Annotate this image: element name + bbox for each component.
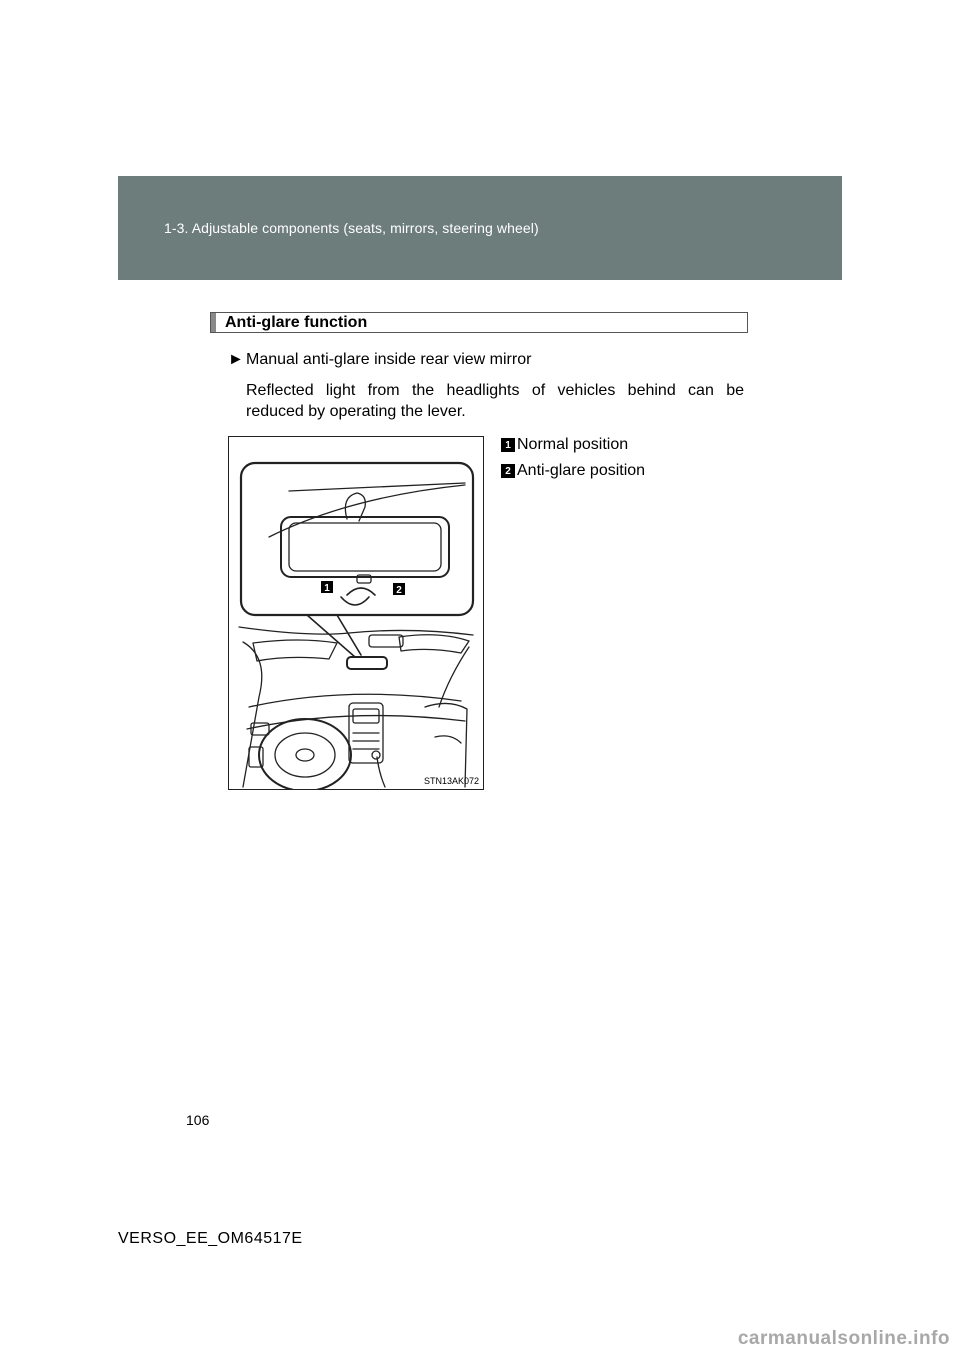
document-code: VERSO_EE_OM64517E: [118, 1230, 303, 1247]
section-title: Anti-glare function: [225, 314, 368, 331]
paragraph-line-2: reduced by operating the lever.: [246, 403, 466, 420]
number-1-badge: 1: [501, 438, 515, 452]
header-band: [118, 176, 842, 280]
paragraph-line-1: Reflected light from the headlights of vehicles behind can be: [246, 382, 744, 399]
bullet-text: Manual anti-glare inside rear view mirror: [246, 351, 532, 368]
section-bar: [211, 313, 216, 332]
figure-code: STN13AK072: [423, 776, 479, 786]
mirror-illustration: [228, 436, 484, 790]
dashboard-mirror-drawing: [229, 437, 483, 789]
callout-1-label: 1: [324, 583, 330, 594]
callout-2-label: 2: [396, 585, 402, 596]
legend-label: Anti-glare position: [517, 462, 646, 479]
page-number: 106: [186, 1112, 210, 1128]
section-heading: [210, 312, 748, 333]
breadcrumb: 1-3. Adjustable components (seats, mirrors, steering wheel): [164, 220, 539, 236]
bullet-item: [228, 351, 531, 369]
legend-item-normal: [501, 436, 628, 454]
legend-label: Normal position: [517, 436, 629, 453]
legend-item-anti-glare: [501, 462, 645, 480]
triangle-bullet-icon: ►: [228, 351, 244, 368]
watermark: carmanualsonline.info: [737, 1328, 950, 1349]
number-2-badge: 2: [501, 464, 515, 478]
